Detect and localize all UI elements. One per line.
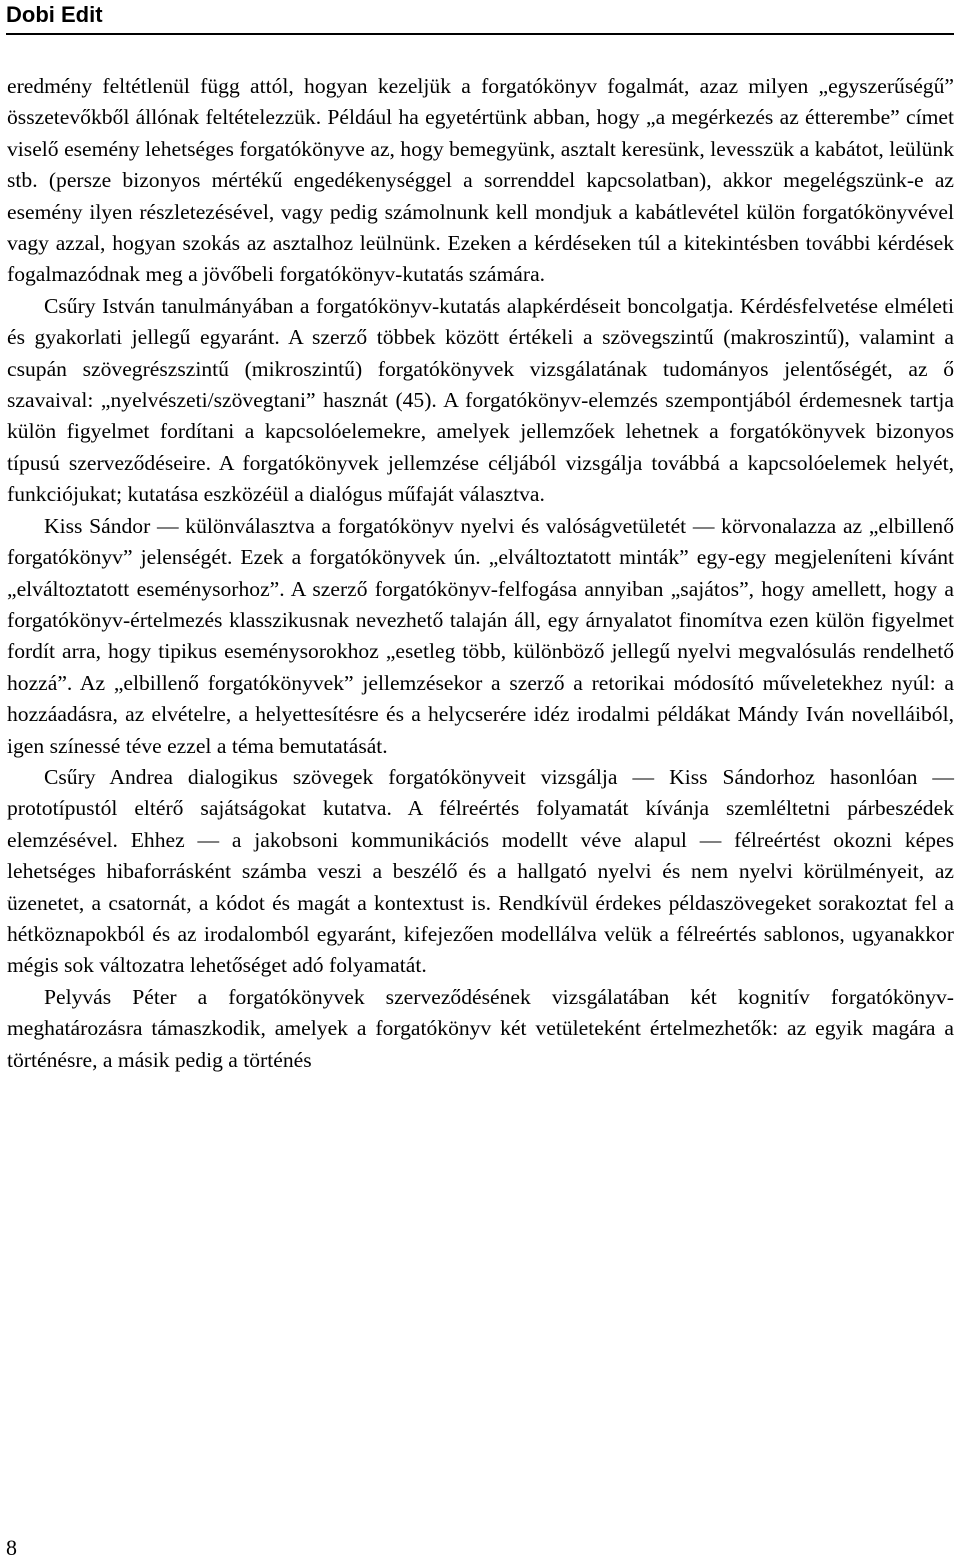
paragraph-csury-istvan: Csűry István tanulmányában a forgatókönyv-kutatás alapkérdéseit boncolgatja. Kérdésfelvetése elméleti és gyakorlati jellegű egyaránt. A szerző többek között értékeli a szövegszintű (makroszintű), valamint a csupán szövegrészszintű (mikroszintű) forgatókönyvek vizsgálatának tudományos jelentőségét, az ő szavaival: „nyelvészeti/szövegtani” hasznát (45). A forgatókönyv-elemzés szempontjából érdemesnek tartja külön figyelmet fordítani a kapcsolóelemekre, amelyek jellemzőek lehetnek a forgatókönyvek bizonyos típusú szerveződéseire. A forgatókönyvek jellemzése céljából vizsgálja továbbá a kapcsolóelemek helyét, funkciójukat; kutatása eszközéül a dialógus műfaját választva.	[7, 293, 954, 507]
paragraph-kiss-sandor: Kiss Sándor — különválasztva a forgatókönyv nyelvi és valóságvetületét — körvonalazza az „elbillenő forgatókönyv” jelenségét. Ezek a forgatókönyvek ún. „elváltoztatott minták” egy-egy megjeleníteni kívánt „elváltoztatott eseménysorhoz”. A szerző forgatókönyv-felfogása annyiban „sajátos”, hogy amellett, hogy a forgatókönyv-értelmezés klasszikusnak nevezhető talaján áll, egy árnyalatot finomítva ezen külön figyelmet fordít arra, hogy tipikus eseménysorokhoz „esetleg több, különböző jellegű nyelvi megvalósulás rendelhető hozzá”. Az „elbillenő forgatókönyvek” jellemzésekor a szerző a retorikai módosító műveletekhez nyúl: a hozzáadásra, az elvételre, a helyettesítésre és a helycserére idéz irodalmi példákat Mándy Iván novelláiból, igen színessé téve ezzel a téma bemutatását.	[7, 513, 954, 758]
running-header	[6, 0, 954, 34]
paragraph-csury-andrea: Csűry Andrea dialogikus szövegek forgatókönyveit vizsgálja — Kiss Sándorhoz hasonlóan — prototípustól eltérő sajátságokat kutatva. A félreértés folyamatát kívánja szemléltetni párbeszédek elemzésével. Ehhez — a jakobsoni kommunikációs modellt véve alapul — félreértést okozni képes lehetséges hibaforrásként számba veszi a beszélő és a hallgató nyelvi és nem nyelvi körülményeit, az üzenetet, a csatornát, a kódot és magát a kontextust is. Rendkívül érdekes példaszövegeket sorakoztat fel a hétköznapokból és az irodalomból egyaránt, kifejezően modellálva velük a félreértés sablonos, ugyanakkor mégis sok változatra lehetőséget adó folyamatát.	[7, 764, 954, 978]
header-rule	[6, 33, 954, 35]
paragraph-pelyvas-peter: Pelyvás Péter a forgatókönyvek szerveződésének vizsgálatában két kognitív forgatókönyv-meghatározásra támaszkodik, amelyek a forgatókönyv két vetületeként értelmezhetők: az egyik magára a történésre, a másik pedig a történés	[7, 984, 954, 1072]
header-author: Dobi Edit	[6, 2, 103, 27]
body-text	[7, 71, 954, 1076]
page-number: 8	[6, 1535, 17, 1560]
paragraph-continued: eredmény feltétlenül függ attól, hogyan kezeljük a forgatókönyv fogalmát, azaz milyen „egyszerűségű” összetevőkből állónak feltételezzük. Például ha egyetértünk abban, hogy „a megérkezés az étterembe” címet viselő esemény lehetséges forgatókönyve az, hogy bemegyünk, asztalt keresünk, levesszük a kabátot, leülünk stb. (persze bizonyos mértékű engedékenységgel a sorrenddel kapcsolatban), akkor megelégszünk-e az esemény ilyen részletezésével, vagy pedig számolnunk kell mondjuk a kabátlevétel külön forgatókönyvével vagy azzal, hogyan szokás az asztalhoz leülnünk. Ezeken a kérdéseken túl a kitekintésben további kérdések fogalmazódnak meg a jövőbeli forgatókönyv-kutatás számára.	[7, 74, 954, 287]
